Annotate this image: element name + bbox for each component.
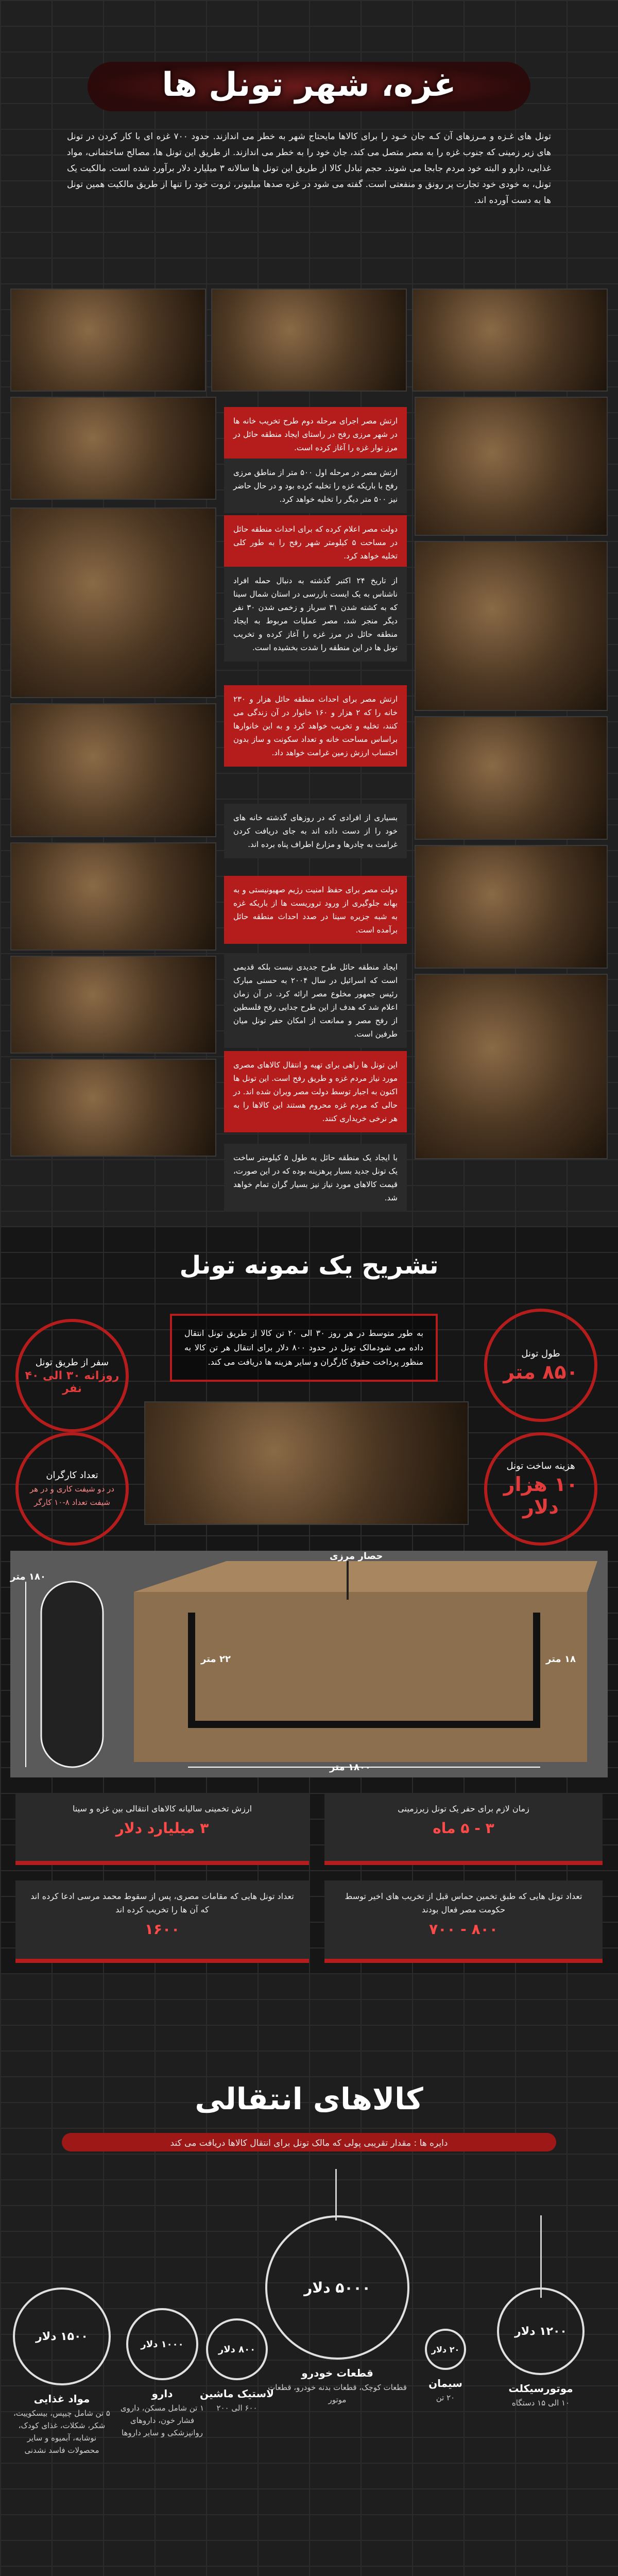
tunnel-cost-circle: [484, 1432, 597, 1546]
good-tires: [196, 2318, 278, 2414]
note-7: دولت مصر برای حفظ امنیت رژیم صهیونیستی و به بهانه جلوگیری از ورود تروریست ها از باریکه غزه به شبه جزیره سینا در صدد احداث منطقه حائل برآمده است.: [224, 876, 407, 944]
tunnel-passage: [188, 1721, 540, 1728]
tunnel-length-label: طول تونل: [521, 1348, 560, 1359]
tunnel-shaft-left: [188, 1613, 195, 1726]
note-5: ارتش مصر برای احداث منطقه حائل هزار و ۲۳۰ خانه را که ۲ هزار و ۱۶۰ خانوار در آن زندگی می کنند، تخلیه و تخریب خواهد کرد و به این خانوارها براساس مساحت خانه و تعداد سکونت و ساز بدون احتساب ارزش زمین غرامت خواهد داد.: [224, 685, 407, 767]
good-ring: [206, 2318, 268, 2380]
ground-surface: [134, 1561, 597, 1592]
stat-active-tunnels-value: ۸۰۰ - ۷۰۰: [429, 1921, 498, 1938]
stat-bar: [15, 1959, 309, 1963]
stem-line: [540, 2215, 542, 2298]
photo-tunnel-4: [10, 397, 216, 500]
good-ring: [265, 2215, 409, 2360]
stat-active-tunnels-label: تعداد تونل هایی که طبق تخمین حماس قبل از تخریب های اخیر توسط حکومت مصر فعال بودند: [345, 1891, 582, 1914]
note-1: ارتش مصر اجرای مرحله دوم طرح تخریب خانه ها در شهر مرزی رفح در راستای ایجاد منطقه حائل در مرز نوار غزه را آغاز کرده است.: [224, 407, 407, 462]
stat-destroyed-tunnels: [15, 1880, 309, 1963]
tunnel-shaft-right: [533, 1613, 540, 1726]
tunnel-section-title: تشریح یک نمونه تونل: [179, 1251, 439, 1280]
good-ring: [13, 2287, 111, 2385]
good-ring: [497, 2287, 585, 2375]
note-8: ایجاد منطقه حائل طرح جدیدی نیست بلکه قدیمی است که اسرائیل در سال ۲۰۰۴ به حسنی مبارک رئیس جمهور مخلوع مصر ارائه کرد. در آن زمان اعلام شد که هدف از این طرح جدایی رفح فلسطین از رفح مصر و ممانعت از امکان حفر تونل میان طرفین است.: [224, 953, 407, 1048]
good-ring: [126, 2308, 198, 2380]
depth-right-label: ۱۸ متر: [546, 1654, 576, 1665]
photo-tunnel-2: [211, 289, 407, 392]
good-price: ۸۰۰ دلار: [218, 2344, 256, 2355]
intro-paragraph: تونل های غـزه و مـرزهای آن کـه جان خـود را برای کالاها مایحتاج شهر به خطر می اندازند. حدود ۷۰۰ غزه ای با کار کردن در تونل های زیر زمینی که جنوب غزه را به مصر متصل می کند، جان خود را به خطر می اندازند. از طریق این تونل ها، مصالح ساختمانی، مواد غذایی، دارو و البته خود مردم جابجا می شوند. حجم تبادل کالا از طریق این تونل ها سالانه ۳ میلیارد دلار برآورد شده است. مالکیت یک تونل، به خودی خود تجارت پر رونق و منفعتی است. گفته می شود در غزه صدها میلیونر، ثروت خود را تنها از طریق مالکیت همین تونل ها به دست آورده اند.: [67, 131, 552, 206]
photo-tunnel-11: [415, 845, 608, 969]
tunnel-workers-label: تعداد کارگران: [46, 1470, 98, 1481]
good-name: دارو: [151, 2387, 173, 2400]
depth-left-label: ۲۲ متر: [201, 1654, 231, 1665]
good-motorcycle: [494, 2287, 587, 2409]
goods-subtitle: دایره ها : مقدار تقریبی پولی که مالک تونل برای انتقال کالاها دریافت می کند: [170, 2138, 448, 2148]
photo-tunnel-5: [415, 397, 608, 536]
good-price: ۱۵۰۰ دلار: [36, 2330, 88, 2343]
good-medicine: [118, 2308, 206, 2439]
good-desc: ۲۰ تن: [436, 2393, 455, 2402]
note-2: ارتش مصر در مرحله اول ۵۰۰ متر از مناطق مرزی رفح با باریکه غزه را تخلیه کرده بود و در حال حاضر نیز ۵۰۰ متر دیگر را تخلیه خواهد کرد.: [224, 459, 407, 513]
stat-bar: [324, 1861, 603, 1865]
tunnel-trip-label: سفر از طریق تونل: [35, 1357, 109, 1368]
border-label: حصار مرزی: [330, 1551, 383, 1562]
good-cement: [407, 2329, 484, 2404]
good-price: ۱۲۰۰ دلار: [514, 2325, 567, 2338]
good-ring: [425, 2329, 466, 2370]
stat-bar: [15, 1861, 309, 1865]
tunnel-cost-label: هزینه ساخت تونل: [506, 1461, 575, 1471]
good-desc: ۱۰ الی ۱۵ دستگاه: [511, 2398, 570, 2408]
tunnel-description: به طور متوسط در هر روز ۳۰ الی ۲۰ تن کالا از طریق تونل انتقال داده می شودمالک تونل در حدود ۸۰۰ دلار برای انتقال هر تن کالا به منظور پرداخت حقوق کارگران و سایر هزینه ها دریافت می کند.: [170, 1314, 438, 1382]
good-desc: ۵ تن شامل چیپس، بیسکوییت، شکر، شکلات، غذای کودک، نوشابه، آبمیوه و سایر محصولات فاسد نشدنی: [13, 2409, 110, 2455]
photo-tunnel-3: [412, 289, 608, 392]
photo-tunnel-workers: [144, 1401, 469, 1525]
page-title: غزه، شهر تونل ها: [162, 66, 456, 104]
tunnel-diagram-svg: [10, 1551, 608, 1777]
good-name: قطعات خودرو: [301, 2367, 373, 2379]
stat-annual-value-label: ارزش تخمینی سالیانه کالاهای انتقالی بین غزه و سینا: [72, 1804, 252, 1814]
stat-annual-value-value: ۳ میلیارد دلار: [115, 1820, 209, 1837]
photo-tunnel-14: [10, 1059, 216, 1157]
note-4: از تاریخ ۲۴ اکتبر گذشته به دنبال حمله افراد ناشناس به یک ایست بازرسی در استان شمال سینا که به کشته شدن ۳۱ سرباز و زخمی شدن ۳۰ نفر دیگر منجر شد، مصر عملیات مربوط به ایجاد منطقه حائل در مرز غزه را آغاز کرده و تخریب تونل ها در این منطقه را شدت بخشیده است.: [224, 567, 407, 662]
good-car-parts: [263, 2215, 412, 2406]
stat-dig-time: [324, 1793, 603, 1865]
tunnel-length-value: ۸۵۰ متر: [503, 1361, 578, 1383]
ground-cross-section: [134, 1592, 587, 1762]
good-name: مواد غذایی: [33, 2393, 90, 2405]
tunnel-cost-value: ۱۰ هزار دلار: [503, 1473, 578, 1518]
photo-tunnel-7: [415, 541, 608, 711]
height-label: ۱۸۰ متر: [10, 1571, 46, 1582]
tunnel-trip-value: روزانه ۳۰ الی ۴۰ نفر: [25, 1369, 119, 1395]
good-desc: قطعات کوچک، قطعات بدنه خودرو، قطعات موتور: [268, 2383, 407, 2404]
stat-bar: [324, 1959, 603, 1963]
stat-destroyed-tunnels-value: ۱۶۰۰: [144, 1921, 180, 1938]
tunnel-diagram: [10, 1551, 608, 1777]
stem-line: [335, 2169, 337, 2221]
good-name: لاستیک ماشین: [199, 2387, 274, 2400]
tunnel-trip-circle: [15, 1319, 129, 1432]
photo-tunnel-9: [415, 716, 608, 840]
good-food: [10, 2287, 113, 2456]
stat-dig-time-label: زمان لازم برای حفر یک تونل زیرزمینی: [398, 1804, 529, 1814]
note-9: این تونل ها راهی برای تهیه و انتقال کالاهای مصری مورد نیاز مردم غزه و طریق رفح است. این تونل ها اکنون به اجبار توسط دولت مصر ویران شده اند. در حالی که مردم غزه محروم هستند این کالاها را به هر نرخی خریداری کنند.: [224, 1051, 407, 1132]
photo-tunnel-6: [10, 507, 216, 698]
stat-dig-time-value: ۳ - ۵ ماه: [433, 1820, 494, 1837]
tunnel-workers-value: در دو شیفت کاری و در هر شیفت تعداد ۸-۱۰ کارگر: [30, 1484, 114, 1507]
stat-destroyed-tunnels-label: تعداد تونل هایی که مقامات مصری، پس از سقوط محمد مرسی ادعا کرده اند که آن ها را تخریب کرده اند: [30, 1891, 294, 1914]
photo-tunnel-8: [10, 703, 216, 837]
stat-active-tunnels: [324, 1880, 603, 1963]
tunnel-workers-circle: [15, 1432, 129, 1546]
goods-section-title: کالاهای انتقالی: [195, 2081, 423, 2116]
photo-tunnel-12: [10, 956, 216, 1054]
note-3: دولت مصر اعلام کرده که برای احداث منطقه حائل در مساحت ۵ کیلومتر شهر رفح را به طور کلی تخلیه خواهد کرد.: [224, 515, 407, 570]
good-price: ۱۰۰۰ دلار: [141, 2338, 184, 2350]
good-price: ۲۰ دلار: [431, 2344, 460, 2354]
good-name: موتورسیکلت: [508, 2382, 573, 2395]
photo-tunnel-1: [10, 289, 206, 392]
good-desc: ۶۰۰ الی ۲۰۰: [216, 2403, 258, 2413]
stat-annual-value: [15, 1793, 309, 1865]
photo-tunnel-13: [415, 974, 608, 1159]
good-price: ۵۰۰۰ دلار: [304, 2279, 371, 2296]
human-scale-figure: [41, 1582, 103, 1767]
width-label: ۱۸۰۰ متر: [330, 1762, 371, 1773]
photo-tunnel-10: [10, 842, 216, 951]
good-desc: ۱ تن شامل مسکن، داروی فشار خون، داروهای روانپزشکی و سایر داروها: [120, 2403, 204, 2437]
note-10: با ایجاد یک منطقه حائل به طول ۵ کیلومتر ساخت یک تونل جدید بسیار پرهزینه بوده که در این صورت، قیمت کالاهای مورد نیاز نیز بسیار گران تمام خواهد شد.: [224, 1144, 407, 1212]
tunnel-length-circle: [484, 1309, 597, 1422]
note-6: بسیاری از افرادی که در روزهای گذشته خانه های خود را از دست داده اند به جای دریافت کردن غرامت به چادرها و مزارع اطراف پناه برده اند.: [224, 804, 407, 858]
good-name: سیمان: [428, 2377, 462, 2389]
